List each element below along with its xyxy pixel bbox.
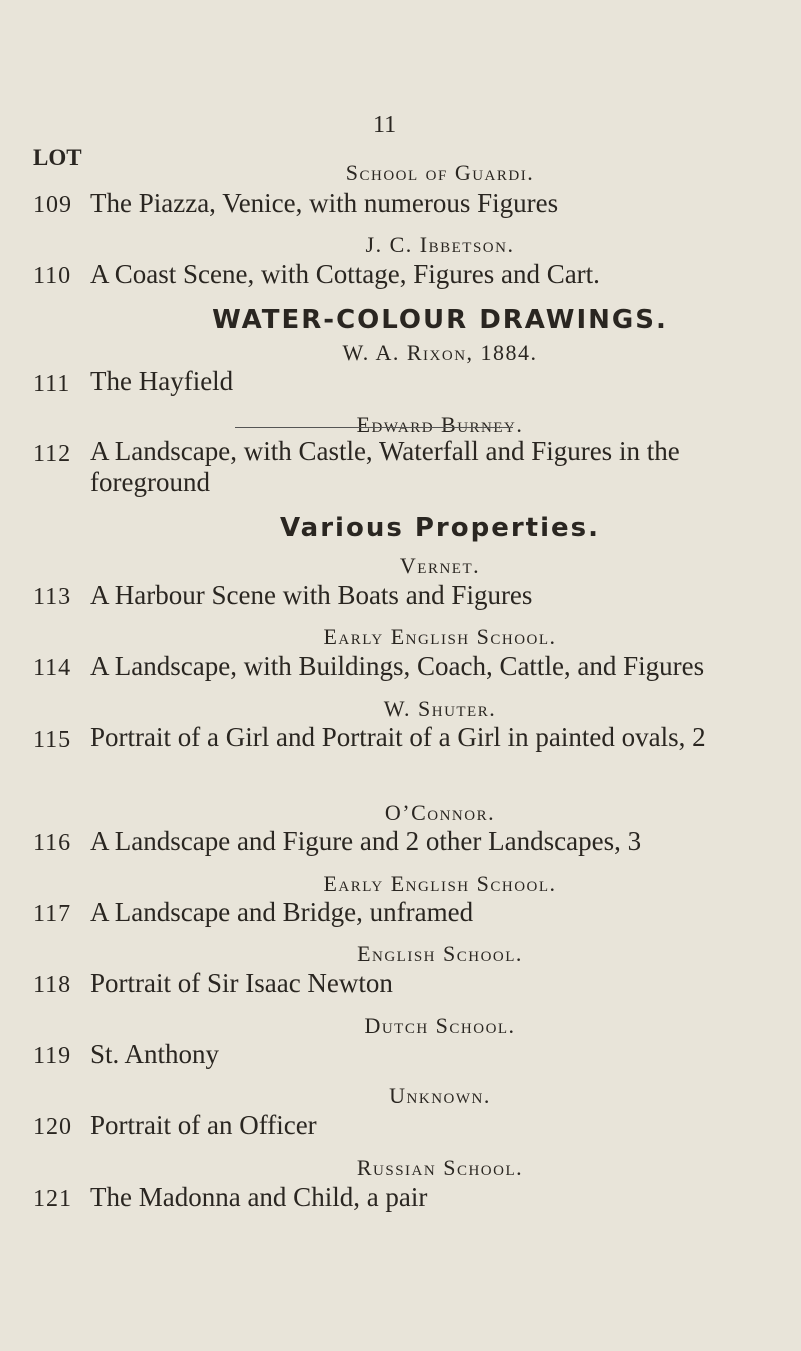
artist-heading: School of Guardi. [345, 160, 535, 185]
lot-number: 116 [33, 830, 72, 856]
lot-description: A Harbour Scene with Boats and Figures [90, 580, 533, 610]
lot-number: 119 [33, 1043, 72, 1069]
section-divider [235, 427, 513, 428]
artist-heading: O’Connor. [384, 800, 496, 825]
lot-description: The Madonna and Child, a pair [90, 1182, 428, 1212]
lot-number: 117 [33, 901, 72, 927]
lot-description: Portrait of an Officer [90, 1110, 317, 1140]
lot-description: A Landscape and Figure and 2 other Landscapes, 3 [90, 826, 642, 856]
lot-description: A Landscape, with Buildings, Coach, Cattle, and Figures [90, 651, 705, 681]
lot-number: 120 [33, 1114, 72, 1140]
lot-description: A Landscape and Bridge, unframed [90, 897, 474, 927]
lot-number: 112 [33, 441, 72, 467]
lot-number: 110 [33, 263, 72, 289]
artist-heading: Unknown. [389, 1083, 491, 1108]
section-heading-watercolour: WATER-COLOUR DRAWINGS. [212, 305, 668, 335]
lot-description: A Coast Scene, with Cottage, Figures and Cart. [90, 259, 600, 289]
artist-heading: Dutch School. [364, 1013, 516, 1038]
artist-heading: Vernet. [399, 553, 481, 578]
lot-number: 115 [33, 727, 72, 753]
lot-description: St. Anthony [90, 1039, 220, 1069]
artist-heading: Russian School. [356, 1155, 524, 1180]
artist-heading: J. C. Ibbetson. [365, 232, 515, 257]
lot-description: The Piazza, Venice, with numerous Figures [90, 188, 559, 218]
lot-description: A Landscape, with Castle, Waterfall and Figures in the foreground [90, 436, 680, 497]
lot-number: 109 [33, 192, 72, 218]
page-number: 11 [373, 112, 397, 138]
artist-heading: Edward Burney. [356, 412, 524, 437]
lot-number: 121 [33, 1186, 72, 1212]
lot-number: 118 [33, 972, 72, 998]
lot-description: The Hayfield [90, 366, 234, 396]
lot-number: 111 [33, 371, 71, 397]
lot-description: Portrait of a Girl and Portrait of a Girl in painted ovals, 2 [90, 722, 706, 752]
artist-heading: W. A. Rixon, 1884. [342, 340, 538, 365]
artist-heading: W. Shuter. [383, 696, 497, 721]
artist-heading: Early English School. [323, 871, 557, 896]
artist-heading: English School. [357, 941, 523, 966]
artist-heading: Early English School. [323, 624, 557, 649]
lot-number: 113 [33, 584, 72, 610]
lot-column-header: LOT [33, 145, 82, 170]
lot-description: Portrait of Sir Isaac Newton [90, 968, 393, 998]
section-heading-various: Various Properties. [279, 513, 600, 543]
lot-number: 114 [33, 655, 72, 681]
